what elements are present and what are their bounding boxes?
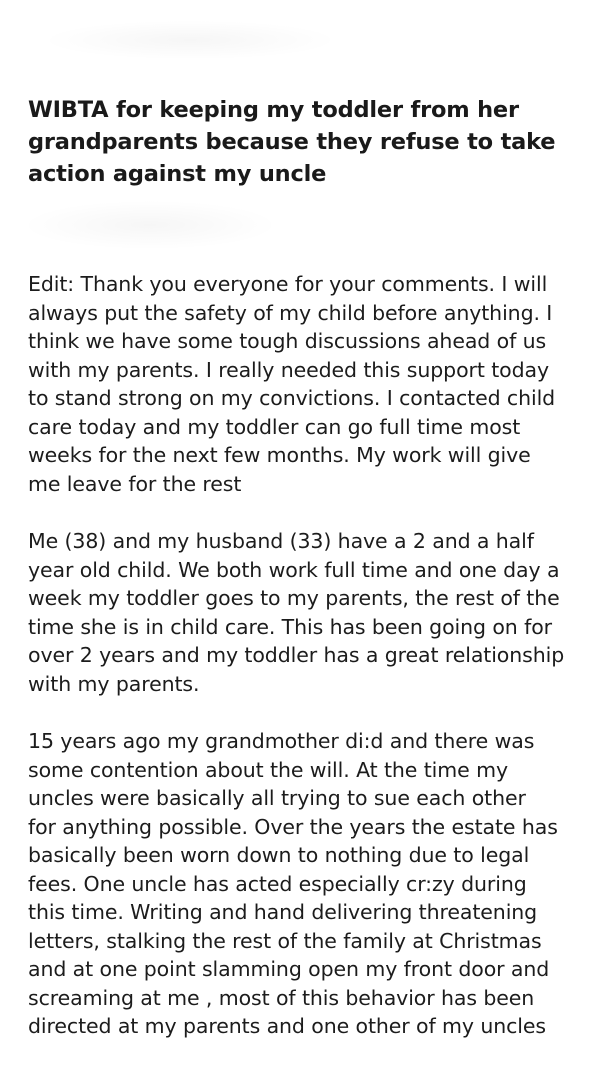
post-paragraph-background: 15 years ago my grandmother di:d and there was some contention about the will. At the time my uncles were basically all trying to sue each other for anything possible. Over the years the estate has basically been worn down to nothing due to legal fees. One uncle has acted especially cr:zy during this time. Writing and hand delivering threatening letters, stalking the rest of the family at Christmas and at one point slamming open my front door and screaming at me , most of this behavior has been directed at my parents and one other of my uncles (28, 729, 558, 1038)
scan-smudge (20, 200, 280, 250)
post-body (28, 270, 608, 1070)
post-paragraph-intro: Me (38) and my husband (33) have a 2 and a half year old child. We both work full time and one day a week my toddler goes to my parents, the rest of the time she is in child care. This has been going on for over 2 years and my toddler has a great relationship with my parents. (28, 529, 565, 696)
post-title: WIBTA for keeping my toddler from her grandparents because they refuse to take action against my uncle (28, 97, 556, 187)
post-paragraph-edit: Edit: Thank you everyone for your comments. I will always put the safety of my child before anything. I think we have some tough discussions ahead of us with my parents. I really needed this support today to stand strong on my convictions. I contacted child care today and my toddler can go full time most weeks for the next few months. My work will give me leave for the rest (28, 272, 556, 496)
scan-smudge (40, 20, 340, 60)
